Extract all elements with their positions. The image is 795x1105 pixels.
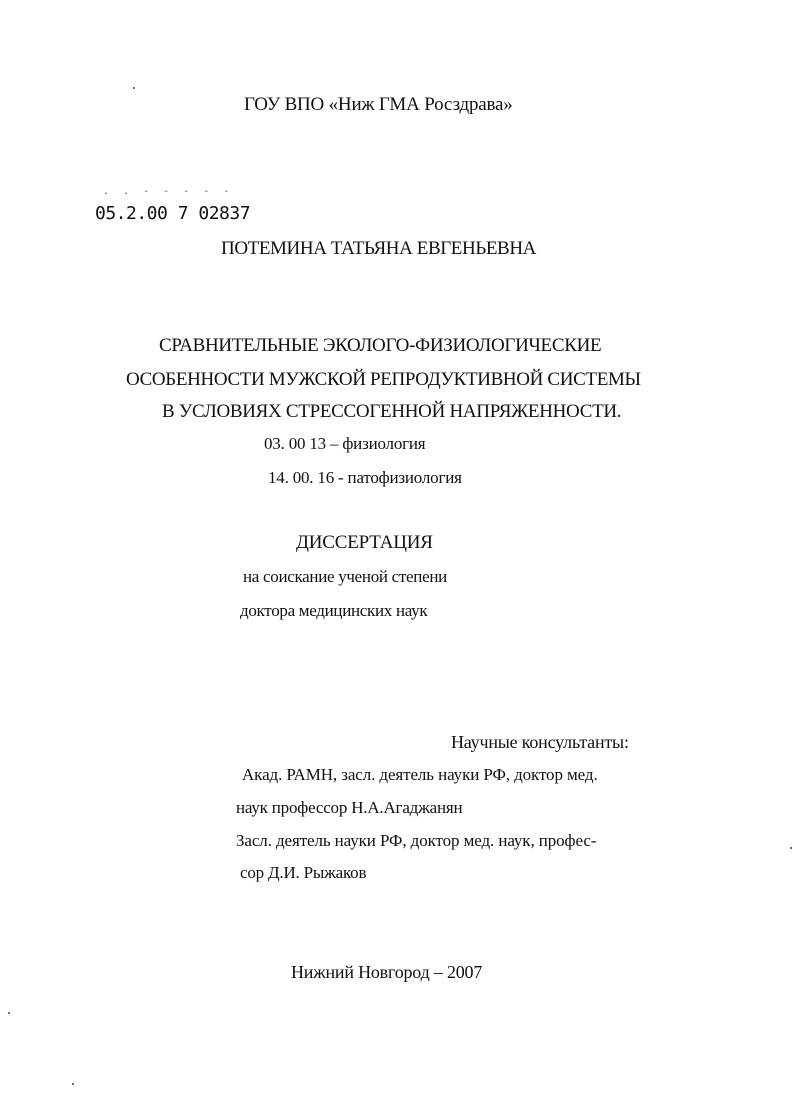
consultants-heading: Научные консультанты: (451, 732, 629, 752)
consultant-line-1: Акад. РАМН, засл. деятель науки РФ, доктор мед. (242, 765, 598, 784)
specialty-code-1: 03. 00 13 – физиология (264, 434, 426, 453)
place-and-year: Нижний Новгород – 2007 (291, 962, 483, 982)
scan-speck (790, 847, 792, 849)
thesis-title-line-2: ОСОБЕННОСТИ МУЖСКОЙ РЕПРОДУКТИВНОЙ СИСТЕМЫ (126, 369, 641, 390)
thesis-title-line-3: В УСЛОВИЯХ СТРЕССОГЕННОЙ НАПРЯЖЕННОСТИ. (162, 401, 622, 422)
stamp-marks: . . - - - - - (103, 186, 234, 197)
scan-speck (8, 1012, 10, 1014)
consultant-line-3: Засл. деятель науки РФ, доктор мед. наук, профес- (236, 831, 597, 850)
degree-line-2: доктора медицинских наук (240, 601, 428, 620)
thesis-title-line-1: СРАВНИТЕЛЬНЫЕ ЭКОЛОГО-ФИЗИОЛОГИЧЕСКИЕ (159, 335, 602, 356)
registration-stamp: 05.2.00 7 02837 (95, 203, 251, 224)
degree-line-1: на соискание ученой степени (243, 567, 447, 586)
document-type: ДИССЕРТАЦИЯ (296, 532, 433, 553)
scan-speck (133, 87, 135, 89)
consultant-line-2: наук профессор Н.А.Агаджанян (236, 798, 463, 817)
institution-name: ГОУ ВПО «Ниж ГМА Росздрава» (244, 94, 513, 115)
scan-speck (72, 1083, 74, 1085)
author-name: ПОТЕМИНА ТАТЬЯНА ЕВГЕНЬЕВНА (221, 238, 536, 259)
consultant-line-4: сор Д.И. Рыжаков (240, 863, 367, 882)
specialty-code-2: 14. 00. 16 - патофизиология (268, 468, 462, 487)
